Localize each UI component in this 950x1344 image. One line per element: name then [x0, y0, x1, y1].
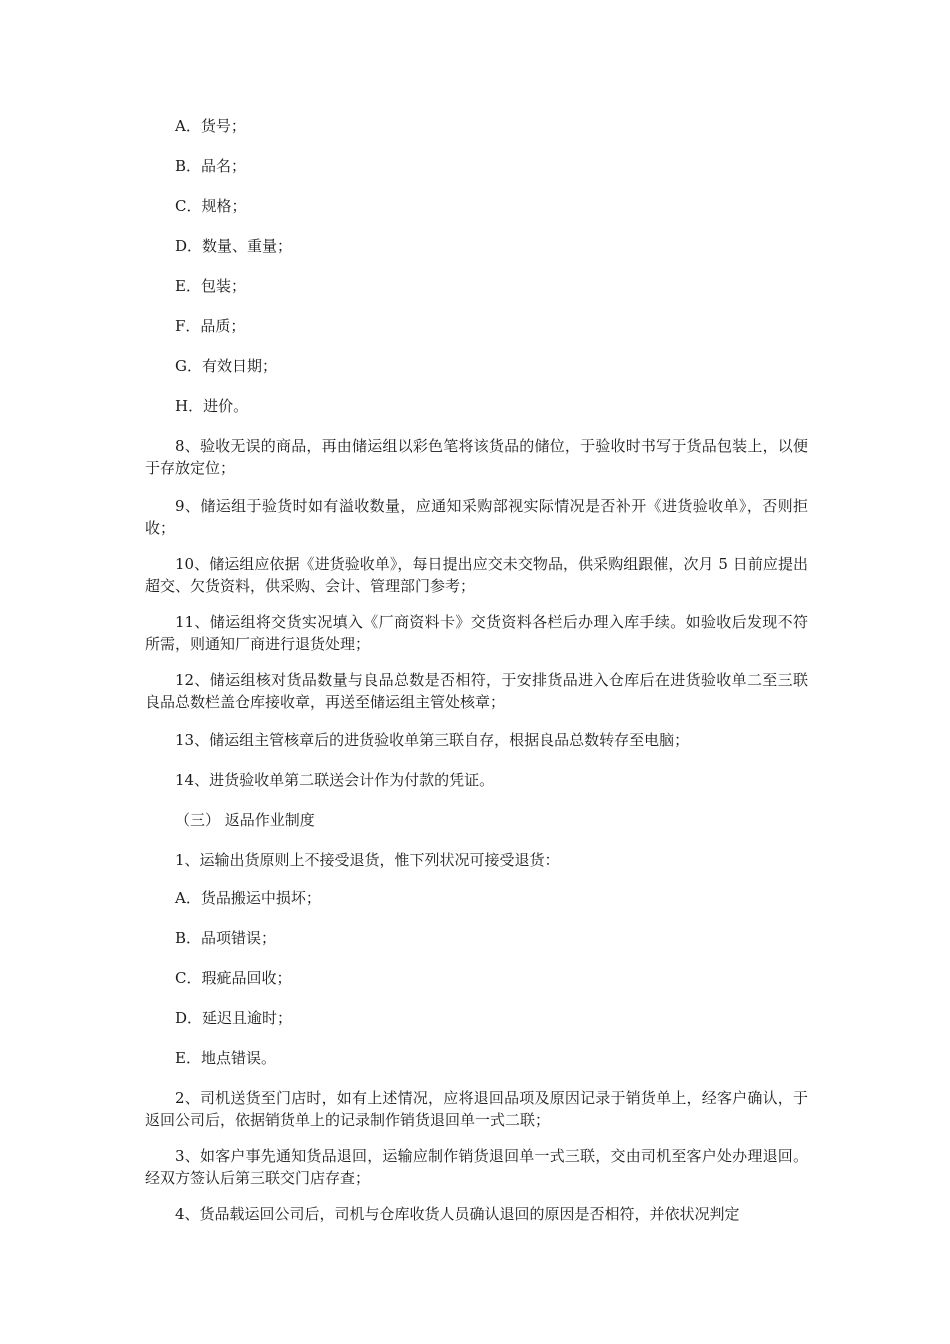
list-item-expiry-date: G．有效日期； [175, 357, 277, 375]
list-item-purchase-price: H．进价。 [175, 397, 249, 415]
list-item-wrong-location: E．地点错误。 [175, 1049, 276, 1067]
paragraph-returns-rule-1: 1、运输出货原则上不接受退货，惟下列状况可接受退货： [175, 851, 560, 869]
paragraph-returns-rule-4: 4、货品载运回公司后，司机与仓库收货人员确认退回的原因是否相符，并依状况判定 [175, 1205, 740, 1223]
list-item-product-name: B．品名； [175, 157, 247, 175]
paragraph-returns-rule-3: 3、如客户事先通知货品退回，运输应制作销货退回单一式三联，交由司机至客户处办理退回。经双方签认后第三联交门店存查； [145, 1147, 808, 1187]
list-item-defect-recall: C．瑕疵品回收； [175, 969, 292, 987]
list-item-quantity-weight: D．数量、重量； [175, 237, 293, 255]
list-item-damaged-in-transit: A．货品搬运中损坏； [175, 889, 321, 907]
list-item-goods-number: A．货号； [175, 117, 246, 135]
section-heading-returns: （三） 返品作业制度 [175, 811, 315, 829]
paragraph-rule-8: 8、验收无误的商品，再由储运组以彩色笔将该货品的储位，于验收时书写于货品包装上，以便于存放定位； [145, 437, 808, 477]
paragraph-returns-rule-2: 2、司机送货至门店时，如有上述情况，应将退回品项及原因记录于销货单上，经客户确认，于返回公司后，依据销货单上的记录制作销货退回单一式二联； [145, 1089, 808, 1129]
paragraph-rule-10: 10、储运组应依据《进货验收单》，每日提出应交未交物品，供采购组跟催，次月 5 日前应提出超交、欠货资料，供采购、会计、管理部门参考； [145, 555, 808, 595]
list-item-wrong-item: B．品项错误； [175, 929, 277, 947]
paragraph-rule-14: 14、进货验收单第二联送会计作为付款的凭证。 [175, 771, 495, 789]
list-item-specification: C．规格； [175, 197, 247, 215]
list-item-delayed: D．延迟且逾时； [175, 1009, 293, 1027]
list-item-packaging: E．包装； [175, 277, 246, 295]
paragraph-rule-9: 9、储运组于验货时如有溢收数量，应通知采购部视实际情况是否补开《进货验收单》，否则拒收； [145, 497, 808, 537]
list-item-quality: F．品质； [175, 317, 246, 335]
paragraph-rule-11: 11、储运组将交货实况填入《厂商资料卡》交货资料各栏后办理入库手续。如验收后发现不符所需，则通知厂商进行退货处理； [145, 613, 808, 653]
paragraph-rule-12: 12、储运组核对货品数量与良品总数是否相符，于安排货品进入仓库后在进货验收单二至三联良品总数栏盖仓库接收章，再送至储运组主管处核章； [145, 671, 808, 711]
paragraph-rule-13: 13、储运组主管核章后的进货验收单第三联自存，根据良品总数转存至电脑； [175, 731, 690, 749]
